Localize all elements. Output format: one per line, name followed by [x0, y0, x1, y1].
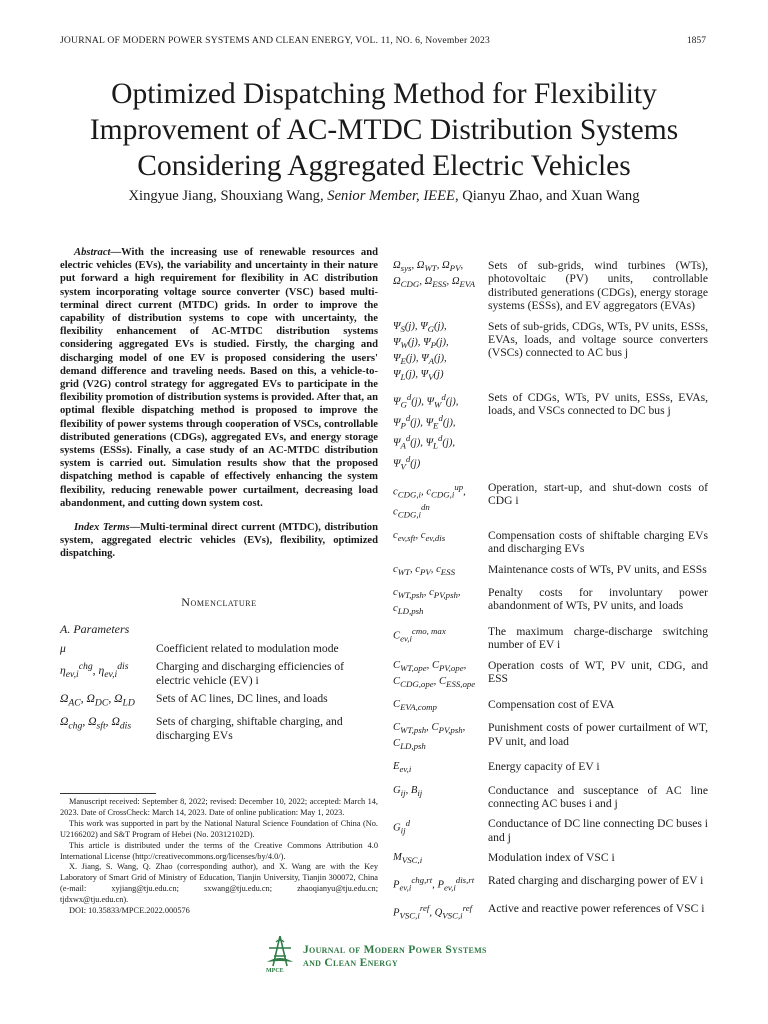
nomenclature-definition: Coefficient related to modulation mode — [156, 641, 339, 655]
nomenclature-symbol: μ — [60, 641, 66, 655]
parameters-heading: A. Parameters — [60, 621, 130, 636]
footnote-doi: DOI: 10.35833/MPCE.2022.000576 — [69, 906, 190, 916]
nomenclature-symbol: $G_{ij}^d$ — [393, 818, 410, 836]
nomenclature-row — [393, 563, 708, 579]
nomenclature-symbol: $C_{WT,psh}$, $C_{PV,psh}$, $C_{LD,psh}$ — [393, 722, 466, 752]
nomenclature-definition: Modulation index of VSC i — [488, 851, 615, 865]
nomenclature-definition: Compensation costs of shiftable charging EVs and discharging EVs — [488, 528, 708, 556]
abstract — [60, 246, 378, 510]
nomenclature-row — [393, 851, 708, 867]
nomenclature-row — [393, 625, 708, 652]
nomenclature-symbol: $C_{EVA,comp}$ — [393, 699, 437, 713]
nomenclature-definition: Active and reactive power references of VSC i — [488, 901, 705, 915]
nomenclature-symbol: $P_{VSC,i}^{ref}$, $Q_{VSC,i}^{ref}$ — [393, 902, 473, 921]
nomenclature-symbol: $c_{CDG,i}$, $c_{CDG,i}^{up}$, $c_{CDG,i}^{dn}$ — [393, 481, 466, 520]
nomenclature-row — [393, 760, 708, 776]
nomenclature-symbol: $c_{ev,sft}$, $c_{ev,dis}$ — [393, 529, 446, 544]
right-column — [393, 259, 708, 930]
nomenclature-row — [393, 391, 708, 474]
nomenclature-definition: The maximum charge-discharge switching number of EV i — [488, 625, 708, 652]
nomenclature-title: Nomenclature — [181, 594, 257, 609]
nomenclature-definition: Sets of sub-grids, wind turbines (WTs), photovoltaic (PV) units, controllable distributed generations (CDGs), energy storage systems (ESSs), and EV aggregators (EVAs) — [488, 259, 708, 313]
nomenclature-definition: Sets of CDGs, WTs, PV units, ESSs, EVAs, loads, and VSCs connected to DC bus j — [488, 391, 708, 418]
page-number: 1857 — [686, 35, 706, 46]
author-membership: Senior Member, IEEE — [327, 188, 455, 204]
nomenclature-definition: Sets of sub-grids, CDGs, WTs, PV units, ESSs, EVAs, loads, and voltage source converters (VSCs) connected to AC bus j — [488, 319, 708, 360]
nomenclature-definition: Sets of charging, shiftable charging, and discharging EVs — [156, 715, 343, 742]
journal-logo — [263, 934, 513, 978]
nomenclature-symbol: $E_{ev,i}$ — [393, 761, 412, 775]
nomenclature-definition: Operation, start-up, and shut-down costs of CDG i — [488, 480, 708, 508]
nomenclature-row — [393, 320, 708, 384]
paper-title: Optimized Dispatching Method for Flexibility Improvement of AC-MTDC Distribution Systems Considering Aggregated Electric Vehicles — [89, 78, 679, 182]
nomenclature-row — [60, 692, 378, 710]
footnotes — [60, 797, 378, 917]
nomenclature-symbol: $\Omega_{sys}$, $\Omega_{WT}$, $\Omega_{PV}$, $\Omega_{CDG}$, $\Omega_{ESS}$, $\Omega_{EVA}$ — [393, 260, 476, 290]
nomenclature-symbol: $\Omega_{chg}$, $\Omega_{sft}$, $\Omega_{dis}$ — [60, 715, 132, 732]
footnote-manuscript: Manuscript received: September 8, 2022; revised: December 10, 2022; accepted: March 14, 2023. Date of CrossCheck: March 14, 2023. Date of online publication: May 1, 2023. — [60, 797, 378, 817]
index-terms-lead: Index Terms — [74, 522, 130, 534]
authors-part-2: , Qianyu Zhao, and Xuan Wang — [454, 188, 640, 204]
authors-part-1: Xingyue Jiang, Shouxiang Wang, — [128, 188, 328, 204]
footnote-affiliation: X. Jiang, S. Wang, Q. Zhao (corresponding author), and X. Wang are with the Key Laboratory of Smart Grid of Ministry of Education, Tianjin University, Tianjin 300072, China (e-mail: xyjiang@tju.edu.cn; sxwang@tju.edu.cn; zhaoqianyu@tju.edu.cn; tjdxwx@tju.edu.cn). — [60, 862, 378, 905]
authors — [40, 188, 728, 205]
nomenclature-row — [393, 874, 708, 895]
nomenclature-symbol: $\eta_{ev,i}^{chg}$, $\eta_{ev,i}^{dis}$ — [60, 661, 129, 681]
nomenclature-row — [393, 659, 708, 691]
nomenclature-row — [60, 660, 378, 687]
nomenclature-definition: Punishment costs of power curtailment of WT, PV unit, and load — [488, 721, 708, 748]
nomenclature-definition: Penalty costs for involuntary power abandonment of WTs, PV units, and loads — [488, 585, 708, 613]
nomenclature-definition: Charging and discharging efficiencies of electric vehicle (EV) i — [156, 660, 345, 687]
abstract-text: —With the increasing use of renewable resources and electric vehicles (EVs), the variability and uncertainty in their nature put forward a high requirement for flexibility in AC distribution system incorporating voltage source converter (VSC) based multi-terminal direct current (MTDC) grids. In order to improve the capability of distribution systems to cope with uncertainty, the flexibility enhancement of AC-MTDC distribution systems considering aggregated EVs is studied. Firstly, the charging and discharging model of one EV is proposed considering the users' demand difference and traveling needs. Based on this, a vehicle-to-grid (V2G) control strategy for aggregated EVs to participate in the flexibility promotion of distribution systems is provided. After that, an optimal flexible dispatching method is proposed to improve the flexibility of power systems through cooperation of VSCs, controllable distributed generations (CDGs), aggregated EVs, and energy storage systems (ESSs). Finally, a case study of an AC-MTDC distribution system is carried out. Simulation results show that the proposed dispatching method is capable of effectively enhancing the system flexibility, reducing renewable power curtailment, decreasing load abandonment, and cutting down system cost. — [60, 247, 378, 509]
nomenclature-definition: Conductance of DC line connecting DC buses i and j — [488, 817, 708, 844]
logo-line-2: and Clean Energy — [303, 957, 398, 969]
nomenclature-symbol: $\Omega_{AC}$, $\Omega_{DC}$, $\Omega_{LD}$ — [60, 692, 135, 709]
nomenclature-symbol: $M_{VSC,i}$ — [393, 852, 423, 866]
nomenclature-symbol: $\Psi_G^d(j)$, $\Psi_W^d(j)$, $\Psi_P^d(j)$, $\Psi_E^d(j)$, $\Psi_A^d(j)$, $\Psi_L^d(j)$, $\Psi_V^d(j)$ — [393, 392, 459, 472]
logo-text — [303, 944, 487, 970]
running-header-journal: JOURNAL OF MODERN POWER SYSTEMS AND CLEAN ENERGY, VOL. 11, NO. 6, November 2023 — [60, 35, 490, 46]
nomenclature-row — [60, 642, 378, 656]
nomenclature-row — [393, 817, 708, 844]
nomenclature-symbol: $P_{ev,i}^{chg,rt}$, $P_{ev,i}^{dis,rt}$ — [393, 875, 475, 893]
index-terms — [60, 521, 378, 561]
nomenclature-symbol: $\Psi_S(j)$, $\Psi_G(j)$, $\Psi_W(j)$, $\Psi_P(j)$, $\Psi_E(j)$, $\Psi_A(j)$, $\Psi_L(j)$, $\Psi_V(j)$ — [393, 320, 449, 383]
nomenclature-row — [60, 715, 378, 742]
logo-line-1: Journal of Modern Power Systems — [303, 944, 487, 956]
nomenclature-row — [393, 902, 708, 923]
nomenclature-definition: Operation costs of WT, PV unit, CDG, and ESS — [488, 658, 708, 686]
nomenclature-definition: Energy capacity of EV i — [488, 760, 600, 774]
nomenclature-definition: Sets of AC lines, DC lines, and loads — [156, 692, 328, 706]
nomenclature-row — [393, 721, 708, 753]
abstract-lead: Abstract — [74, 247, 111, 258]
nomenclature-symbol: $G_{ij}$, $B_{ij}$ — [393, 784, 423, 798]
nomenclature-symbol: $c_{WT,psh}$, $c_{PV,psh}$, $c_{LD,psh}$ — [393, 586, 461, 617]
footnote-license: This article is distributed under the terms of the Creative Commons Attribution 4.0 International License (http://creativecommons.org/licenses/by/4.0/). — [60, 840, 378, 861]
left-column — [60, 246, 378, 743]
nomenclature-definition: Rated charging and discharging power of EV i — [488, 874, 704, 888]
footnote-funding: This work was supported in part by the National Natural Science Foundation of China (No. U2166202) and S&T Program of Hebei (No. 20312102D). — [60, 818, 378, 839]
nomenclature-definition: Compensation cost of EVA — [488, 698, 615, 712]
nomenclature-symbol: $C_{WT,ope}$, $C_{PV,ope}$, $C_{CDG,ope}$, $C_{ESS,ope}$ — [393, 659, 476, 690]
nomenclature-row — [393, 698, 708, 714]
nomenclature-definition: Maintenance costs of WTs, PV units, and ESSs — [488, 562, 707, 576]
nomenclature-row — [393, 481, 708, 522]
nomenclature-row — [393, 784, 708, 811]
nomenclature-row — [393, 529, 708, 556]
footnote-rule — [60, 793, 156, 794]
nomenclature-symbol: $C_{ev,i}^{cmo, max}$ — [393, 626, 446, 644]
logo-abbrev: MPCE — [266, 968, 284, 974]
nomenclature-definition: Conductance and susceptance of AC line connecting AC buses i and j — [488, 783, 708, 810]
nomenclature-row — [393, 259, 708, 313]
nomenclature-symbol: $c_{WT}$, $c_{PV}$, $c_{ESS}$ — [393, 563, 455, 577]
nomenclature-row — [393, 586, 708, 618]
index-terms-text: —Multi-terminal direct current (MTDC), distribution system, aggregated electric vehicles (EVs), flexibility, optimized dispatching. — [60, 522, 378, 560]
